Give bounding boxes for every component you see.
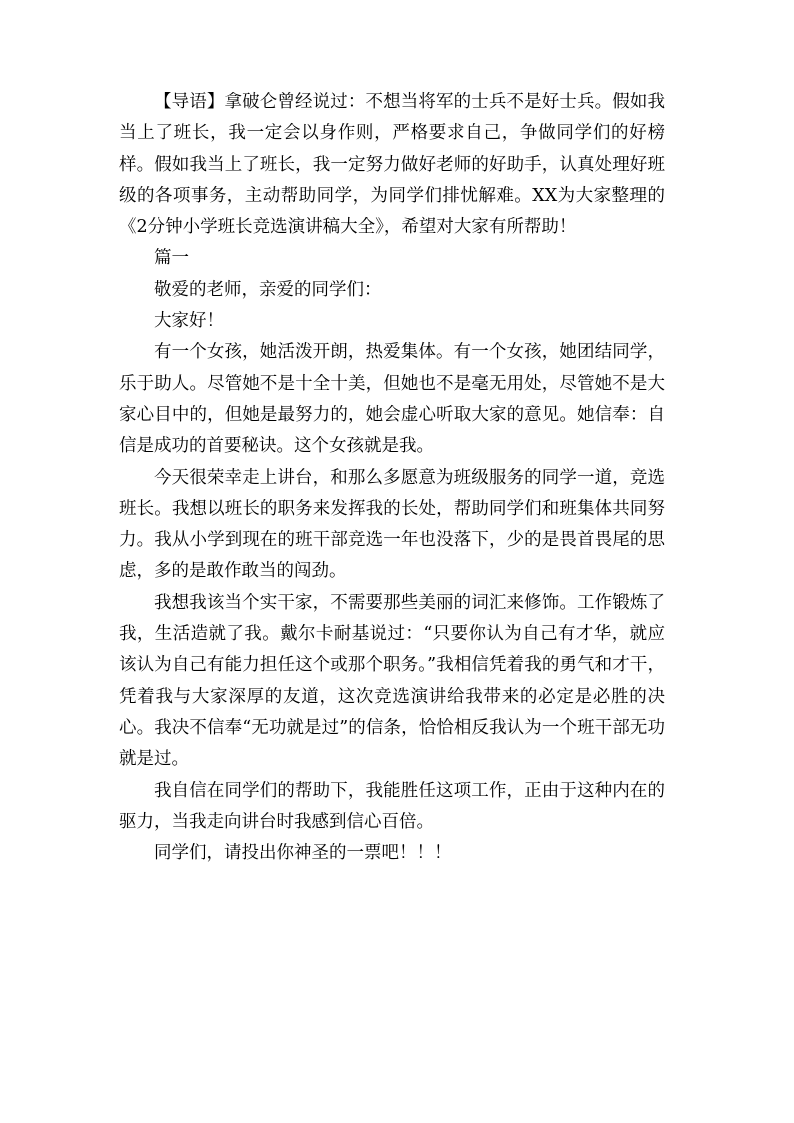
body-paragraph: 今天很荣幸走上讲台，和那么多愿意为班级服务的同学一道，竞选班长。我想以班长的职务来发挥我的长处，帮助同学们和班集体共同努力。我从小学到现在的班干部竞选一年也没落下，少的是畏首畏尾的思虑，多的是敢作敢当的闯劲。 — [119, 467, 665, 582]
body-paragraph: 我想我该当个实干家，不需要那些美丽的词汇来修饰。工作锻炼了我，生活造就了我。戴尔卡耐基说过：“只要你认为自己有才华，就应该认为自己有能力担任这个或那个职务。”我相信凭着我的勇气和才干，凭着我与大家深厚的友道，这次竞选演讲给我带来的必定是必胜的决心。我决不信奉“无功就是过”的信条，恰恰相反我认为一个班干部无功就是过。 — [119, 592, 665, 770]
closing-paragraph: 同学们，请投出你神圣的一票吧！！！ — [154, 843, 452, 864]
section-heading: 篇一 — [154, 248, 189, 269]
greeting: 大家好！ — [154, 311, 224, 332]
body-paragraph: 我自信在同学们的帮助下，我能胜任这项工作，正由于这种内在的驱力，当我走向讲台时我感到信心百倍。 — [119, 780, 665, 832]
document-body — [119, 87, 665, 869]
salutation: 敬爱的老师，亲爱的同学们： — [154, 279, 382, 300]
body-paragraph: 有一个女孩，她活泼开朗，热爱集体。有一个女孩，她团结同学，乐于助人。尽管她不是十全十美，但她也不是毫无用处，尽管她不是大家心目中的，但她是最努力的，她会虚心听取大家的意见。她信奉：自信是成功的首要秘诀。这个女孩就是我。 — [119, 342, 665, 457]
intro-paragraph: 【导语】拿破仑曾经说过：不想当将军的士兵不是好士兵。假如我当上了班长，我一定会以身作则，严格要求自己，争做同学们的好榜样。假如我当上了班长，我一定努力做好老师的好助手，认真处理好班级的各项事务，主动帮助同学，为同学们排忧解难。XX为大家整理的《2分钟小学班长竞选演讲稿大全》，希望对大家有所帮助！ — [119, 92, 665, 238]
